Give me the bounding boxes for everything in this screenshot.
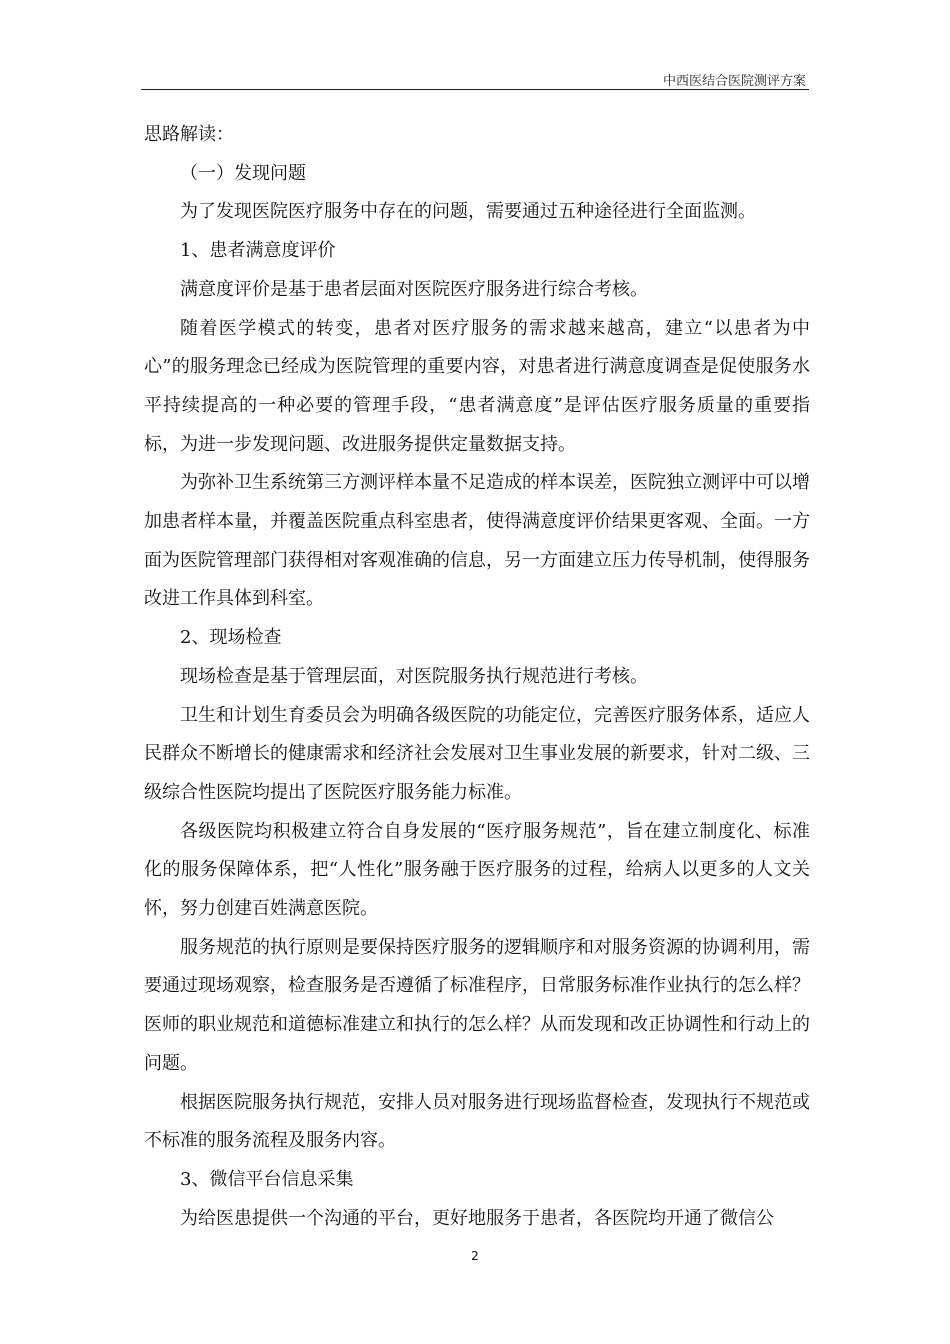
page-number: 2 [471, 1249, 479, 1263]
header-divider [141, 89, 809, 90]
paragraph: 服务规范的执行原则是要保持医疗服务的逻辑顺序和对服务资源的协调利用，需要通过现场观察，检查服务是否遵循了标准程序，日常服务标准作业执行的怎么样？医师的职业规范和道德标准建立和执行的怎么样？从而发现和改正协调性和行动上的问题。 [144, 936, 810, 1074]
paragraph: 随着医学模式的转变，患者对医疗服务的需求越来越高，建立“以患者为中心”的服务理念已经成为医院管理的重要内容，对患者进行满意度调查是促使服务水平持续提高的一种必要的管理手段，“患者满意度”是评估医疗服务质量的重要指标，为进一步发现问题、改进服务提供定量数据支持。 [144, 317, 810, 455]
paragraph: 卫生和计划生育委员会为明确各级医院的功能定位，完善医疗服务体系，适应人民群众不断增长的健康需求和经济社会发展对卫生事业发展的新要求，针对二级、三级综合性医院均提出了医院医疗服务能力标准。 [144, 704, 810, 803]
paragraph: 现场检查是基于管理层面，对医院服务执行规范进行考核。 [180, 665, 648, 687]
paragraph: 2、现场检查 [180, 627, 282, 649]
document-body [144, 116, 810, 1238]
paragraph: 根据医院服务执行规范，安排人员对服务进行现场监督检查，发现执行不规范或不标准的服务流程及服务内容。 [144, 1091, 810, 1152]
paragraph: 各级医院均积极建立符合自身发展的“医疗服务规范”，旨在建立制度化、标准化的服务保障体系，把“人性化”服务融于医疗服务的过程，给病人以更多的人文关怀，努力创建百姓满意医院。 [144, 820, 810, 920]
paragraph: 1、患者满意度评价 [180, 240, 336, 262]
paragraph: 3、微信平台信息采集 [180, 1168, 354, 1190]
paragraph: 满意度评价是基于患者层面对医院医疗服务进行综合考核。 [180, 278, 648, 300]
paragraph: 为给医患提供一个沟通的平台，更好地服务于患者，各医院均开通了微信公 [180, 1207, 774, 1229]
running-header: 中西医结合医院测评方案 [662, 74, 806, 89]
paragraph: 为了发现医院医疗服务中存在的问题，需要通过五种途径进行全面监测。 [180, 201, 756, 223]
paragraph: （一）发现问题 [180, 162, 306, 184]
paragraph: 为弥补卫生系统第三方测评样本量不足造成的样本误差，医院独立测评中可以增加患者样本量，并覆盖医院重点科室患者，使得满意度评价结果更客观、全面。一方面为医院管理部门获得相对客观准确的信息，另一方面建立压力传导机制，使得服务改进工作具体到科室。 [144, 472, 810, 610]
paragraph: 思路解读： [144, 124, 234, 145]
